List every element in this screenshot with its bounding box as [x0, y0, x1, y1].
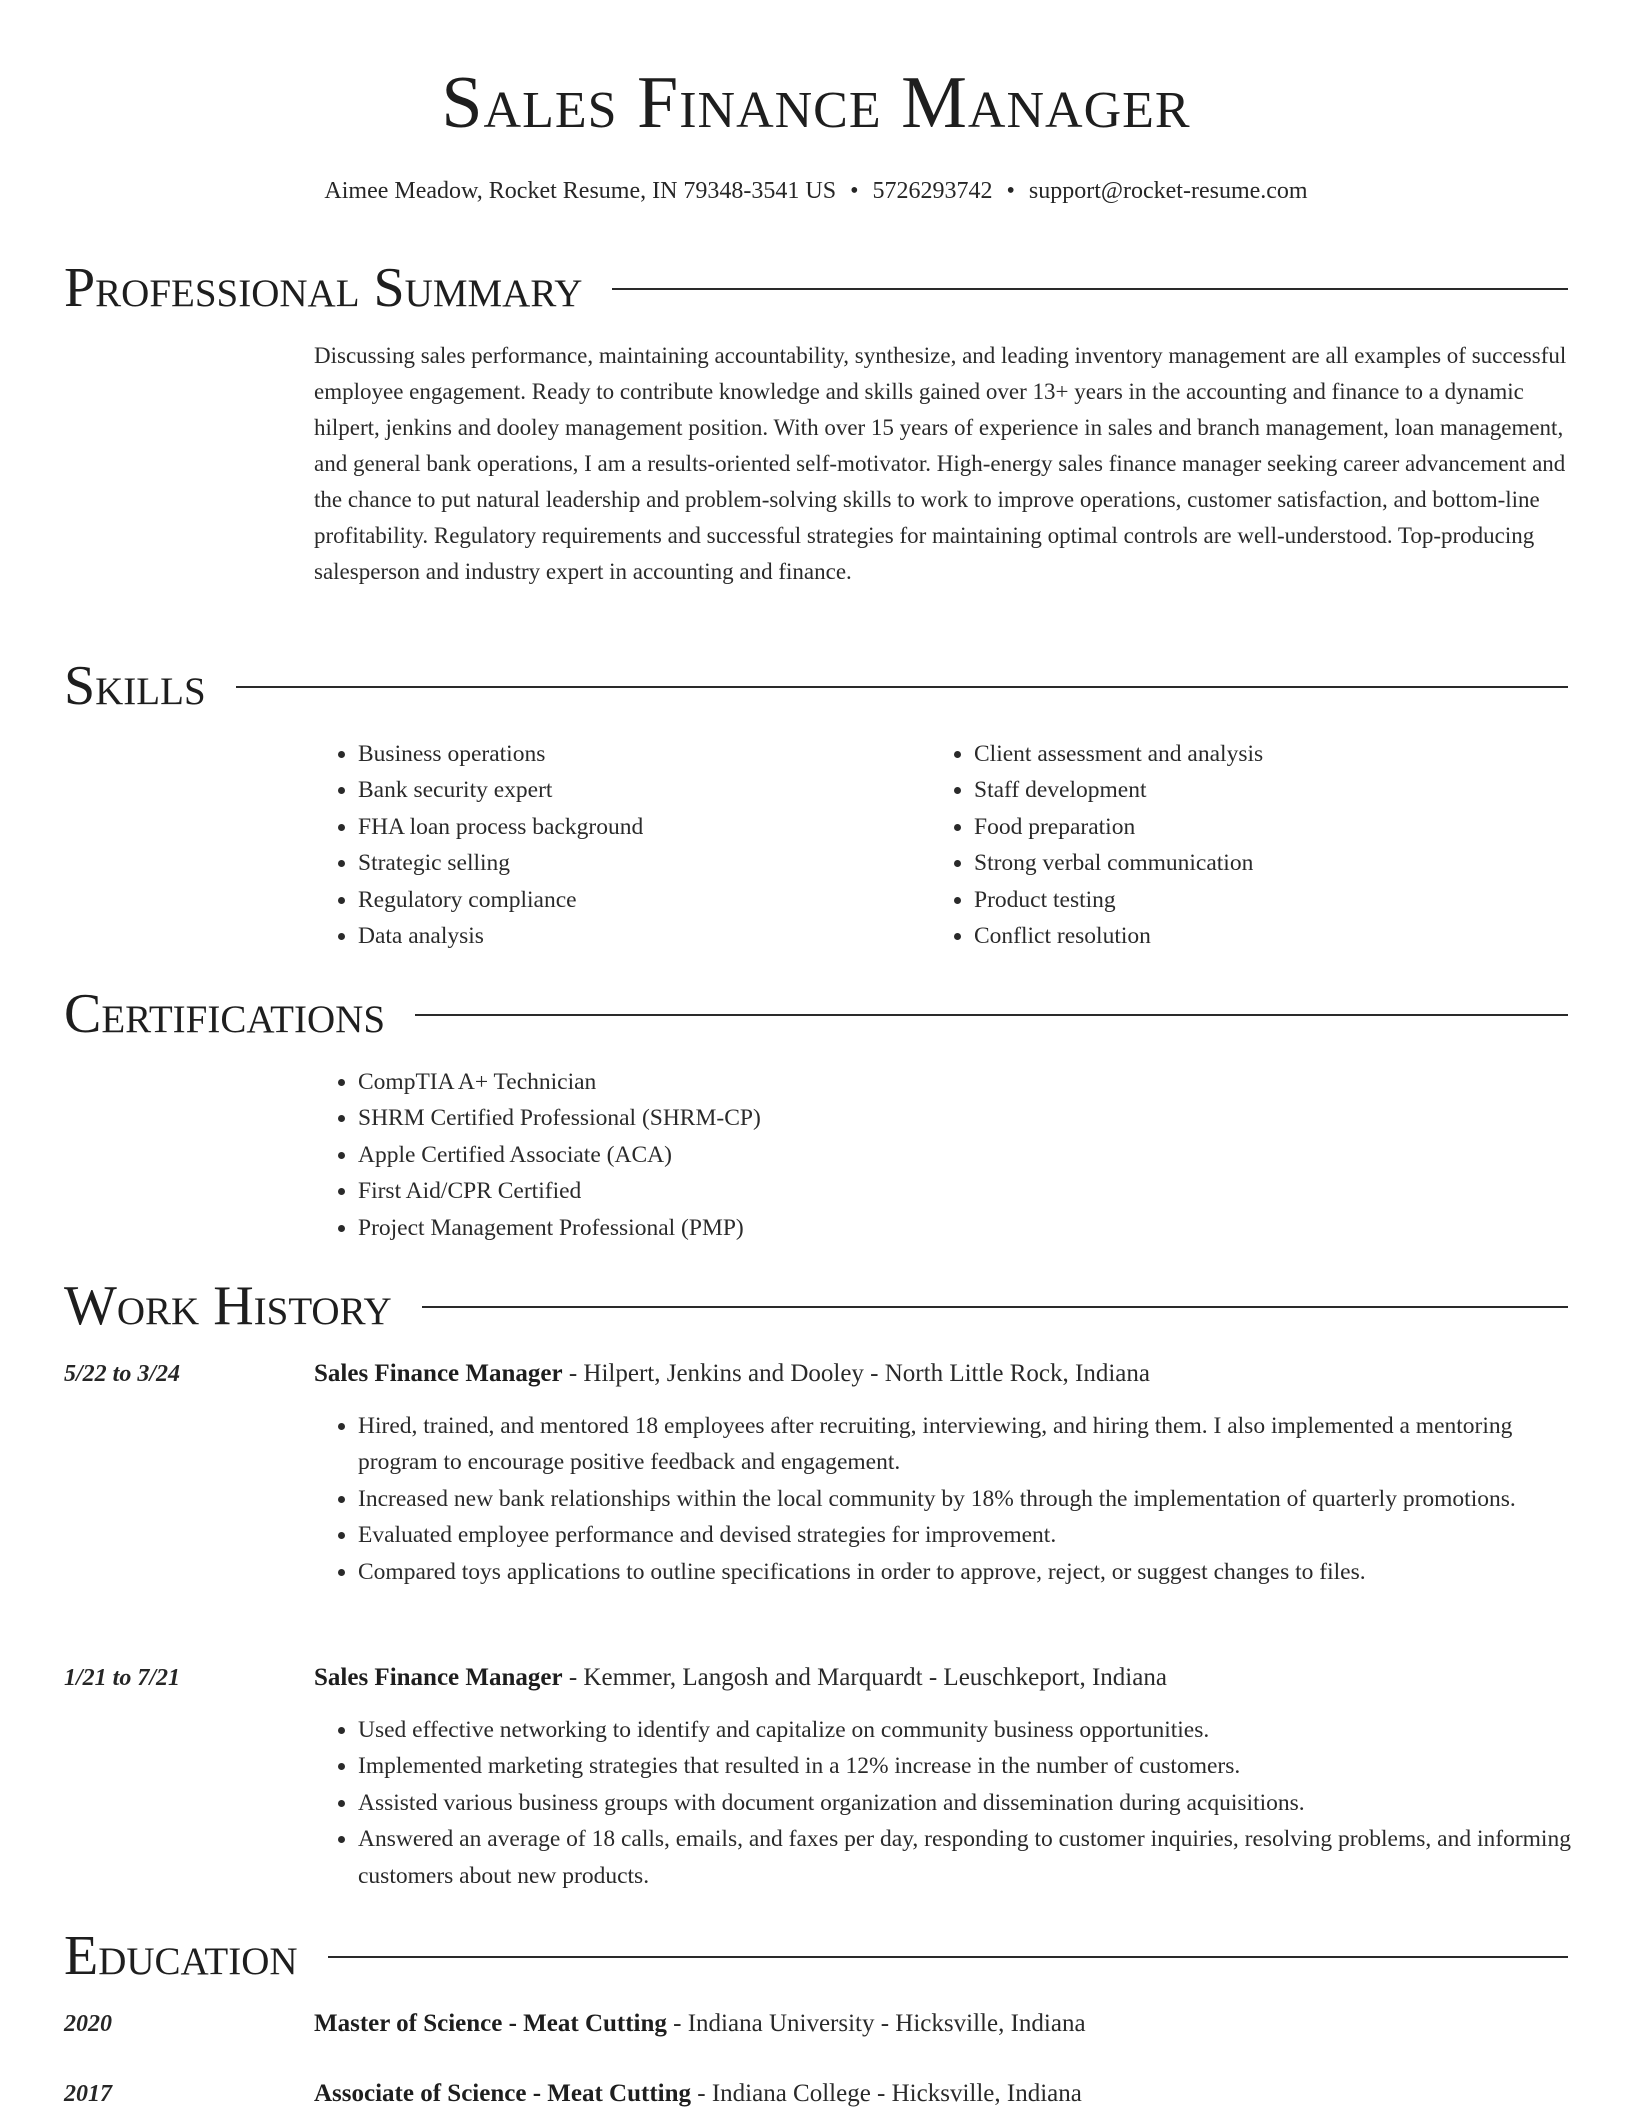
resume-name-title: Sales Finance Manager — [441, 62, 1191, 144]
certifications-section-header — [64, 979, 1568, 1049]
education-section-header — [64, 1921, 1568, 1991]
education-details: - Indiana University - Hicksville, Indiana — [666, 2010, 1086, 2037]
section-title: Certifications — [64, 983, 386, 1045]
education-year: 2017 — [64, 2081, 112, 2107]
section-rule — [422, 1306, 1568, 1308]
list-item: • CompTIA A+ Technician — [358, 1064, 1558, 1100]
list-item: • Regulatory compliance — [358, 882, 918, 918]
job-details: - Hilpert, Jenkins and Dooley - North Little Rock, Indiana — [562, 1360, 1150, 1387]
section-title: Education — [64, 1925, 298, 1987]
contact-email: support@rocket-resume.com — [1028, 178, 1308, 204]
list-item: • FHA loan process background — [358, 809, 918, 845]
list-item: • Data analysis — [358, 918, 918, 954]
summary-section-header — [64, 253, 1568, 323]
list-item: • Answered an average of 18 calls, emails, and faxes per day, responding to customer inquiries, resolving problems, and informing customers about new products. — [358, 1821, 1588, 1894]
work-section-header — [64, 1271, 1568, 1341]
list-item: • Project Management Professional (PMP) — [358, 1210, 1558, 1246]
list-item: • Business operations — [358, 736, 918, 772]
section-rule — [415, 1014, 1568, 1016]
section-title: Work History — [64, 1275, 392, 1337]
contact-line — [0, 174, 1632, 208]
list-item: • Used effective networking to identify and capitalize on community business opportunities. — [358, 1712, 1588, 1748]
list-item: • Assisted various business groups with document organization and dissemination during acquisitions. — [358, 1785, 1588, 1821]
section-title: Professional Summary — [64, 257, 583, 319]
list-item: • First Aid/CPR Certified — [358, 1173, 1558, 1209]
list-item: • Food preparation — [974, 809, 1574, 845]
list-item: • Compared toys applications to outline specifications in order to approve, reject, or suggest changes to files. — [358, 1554, 1568, 1590]
section-rule — [612, 288, 1568, 290]
education-line — [314, 2076, 1082, 2112]
list-item: • Client assessment and analysis — [974, 736, 1574, 772]
skills-section-header — [64, 651, 1568, 721]
education-year: 2020 — [64, 2011, 112, 2037]
list-item: • Hired, trained, and mentored 18 employees after recruiting, interviewing, and hiring them. I also implemented a mentoring program to encourage positive feedback and engagement. — [358, 1408, 1568, 1481]
contact-separator: • — [1006, 178, 1015, 204]
list-item: • Implemented marketing strategies that resulted in a 12% increase in the number of customers. — [358, 1748, 1588, 1784]
job-details: - Kemmer, Langosh and Marquardt - Leuschkeport, Indiana — [562, 1664, 1167, 1691]
job-title-line — [314, 1356, 1150, 1392]
section-rule — [328, 1956, 1568, 1958]
list-item: • Product testing — [974, 882, 1574, 918]
list-item: • Apple Certified Associate (ACA) — [358, 1137, 1558, 1173]
education-degree: Associate of Science - Meat Cutting — [314, 2080, 691, 2107]
skills-list-left — [314, 736, 918, 954]
list-item: • Evaluated employee performance and devised strategies for improvement. — [358, 1517, 1568, 1553]
education-line — [314, 2006, 1086, 2042]
summary-text: Discussing sales performance, maintaining accountability, synthesize, and leading inventory management are all examples of successful employee engagement. Ready to contribute knowledge and skills gained over 13+ years in the accounting and finance to a dynamic hilpert, jenkins and dooley management position. With over 15 years of experience in sales and branch management, loan management, and general bank operations, I am a results-oriented self-motivator. High-energy sales finance manager seeking career advancement and the chance to put natural leadership and problem-solving skills to work to improve operations, customer satisfaction, and bottom-line profitability. Regulatory requirements and successful strategies for maintaining optimal controls are well-understood. Top-producing salesperson and industry expert in accounting and finance. — [314, 343, 1567, 584]
contact-phone: 5726293742 — [872, 178, 993, 204]
list-item: • Strategic selling — [358, 845, 918, 881]
job-bullets — [314, 1408, 1568, 1590]
certifications-list — [314, 1064, 1558, 1246]
education-details: - Indiana College - Hicksville, Indiana — [691, 2080, 1082, 2107]
job-role: Sales Finance Manager — [314, 1664, 563, 1691]
skills-list-right — [930, 736, 1574, 954]
section-rule — [236, 686, 1568, 688]
job-dates: 5/22 to 3/24 — [64, 1361, 181, 1387]
job-bullets — [314, 1712, 1588, 1894]
list-item: • Strong verbal communication — [974, 845, 1574, 881]
list-item: • SHRM Certified Professional (SHRM-CP) — [358, 1100, 1558, 1136]
list-item: • Increased new bank relationships within the local community by 18% through the implementation of quarterly promotions. — [358, 1481, 1568, 1517]
contact-address: Aimee Meadow, Rocket Resume, IN 79348-3541 US — [324, 178, 837, 204]
education-degree: Master of Science - Meat Cutting — [314, 2010, 667, 2037]
contact-separator: • — [850, 178, 859, 204]
job-role: Sales Finance Manager — [314, 1360, 563, 1387]
list-item: • Bank security expert — [358, 772, 918, 808]
section-title: Skills — [64, 655, 206, 717]
job-title-line — [314, 1660, 1167, 1696]
job-dates: 1/21 to 7/21 — [64, 1665, 181, 1691]
list-item: • Staff development — [974, 772, 1574, 808]
list-item: • Conflict resolution — [974, 918, 1574, 954]
